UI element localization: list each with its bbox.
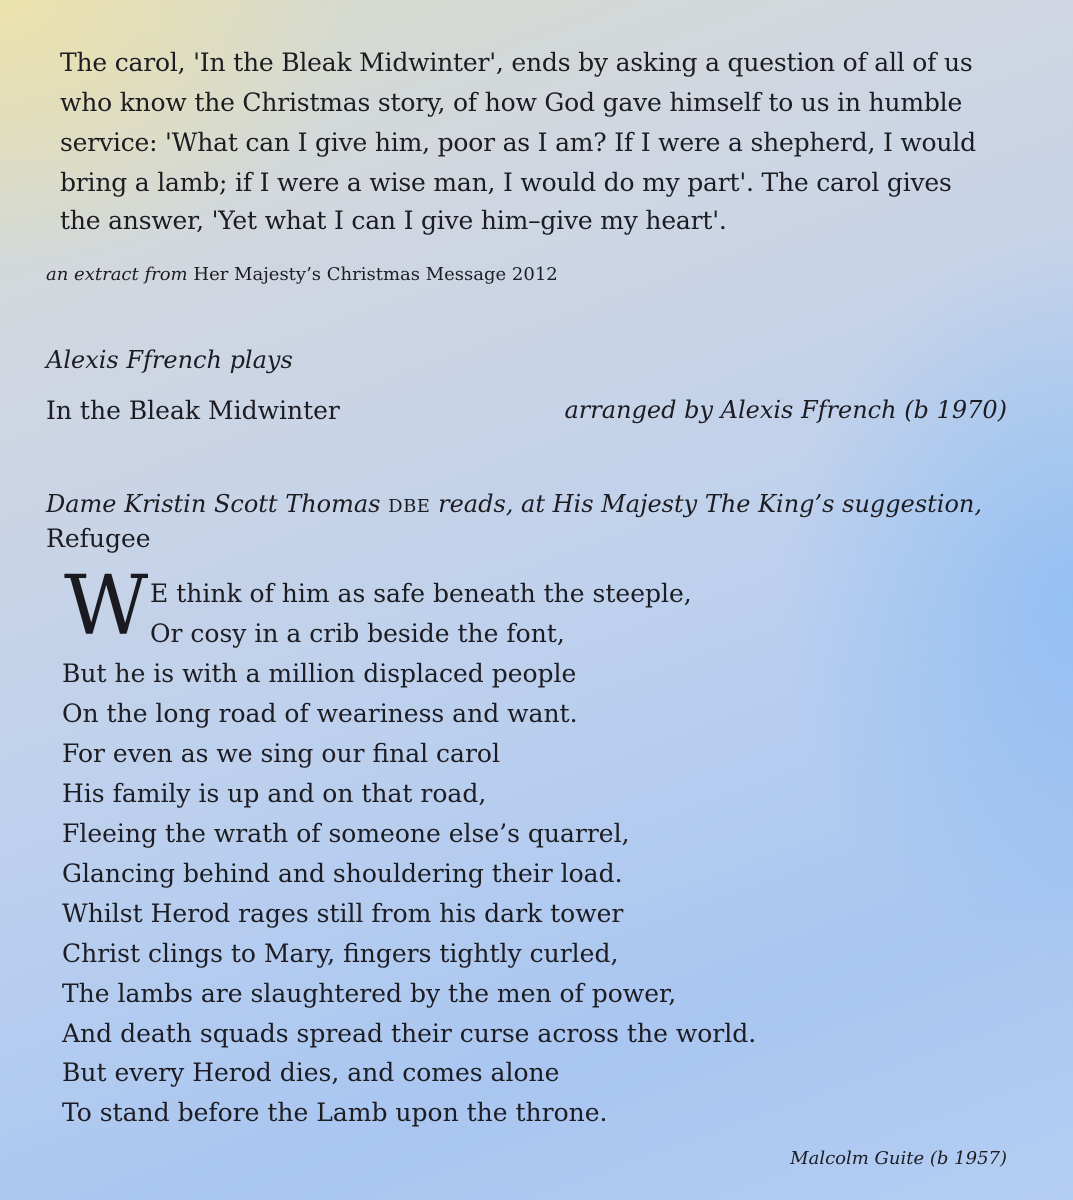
poem-line: But every Herod dies, and comes alone <box>62 1058 560 1087</box>
quote-line: who know the Christmas story, of how God gave himself to us in humble <box>60 88 963 117</box>
quote-source-title: Her Majesty’s Christmas Message 2012 <box>193 264 558 285</box>
quote-line: bring a lamb; if I were a wise man, I would do my part'. The carol gives <box>60 168 952 197</box>
poem-line: E think of him as safe beneath the steeple, <box>150 579 692 608</box>
poem-line: Fleeing the wrath of someone else’s quarrel, <box>62 819 630 848</box>
music-arranger: arranged by Alexis Ffrench (b 1970) <box>564 396 1007 424</box>
music-title: In the Bleak Midwinter <box>46 396 340 425</box>
poem-author: Malcolm Guite (b 1957) <box>790 1148 1007 1169</box>
poem-title: Refugee <box>46 524 151 553</box>
poem-line: But he is with a million displaced people <box>62 659 577 688</box>
poem-line: To stand before the Lamb upon the throne. <box>62 1098 608 1127</box>
poem-line: On the long road of weariness and want. <box>62 699 578 728</box>
music-performer: Alexis Ffrench plays <box>46 346 293 374</box>
reader-name: Dame Kristin Scott Thomas <box>46 490 381 518</box>
poem-line: Whilst Herod rages still from his dark tower <box>62 899 624 928</box>
quote-line: service: 'What can I give him, poor as I am? If I were a shepherd, I would <box>60 128 976 157</box>
quote-source <box>46 264 558 285</box>
poem-line: The lambs are slaughtered by the men of power, <box>62 979 677 1008</box>
poem-line: And death squads spread their curse across the world. <box>62 1019 757 1048</box>
reader-honour: DBE <box>388 496 431 517</box>
poem-line: His family is up and on that road, <box>62 779 487 808</box>
poem-line: Christ clings to Mary, fingers tightly curled, <box>62 939 619 968</box>
poem-line: For even as we sing our final carol <box>62 739 500 768</box>
quote-line: the answer, 'Yet what I can I give him–give my heart'. <box>60 206 727 235</box>
poem-line: Or cosy in a crib beside the font, <box>150 619 565 648</box>
quote-source-prefix: an extract from <box>46 264 188 285</box>
reader-rest: reads, at His Majesty The King’s suggestion, <box>438 490 982 518</box>
reading-reader <box>46 490 982 518</box>
poem-line: Glancing behind and shouldering their load. <box>62 859 623 888</box>
poem-drop-cap: W <box>64 559 149 654</box>
quote-line: The carol, 'In the Bleak Midwinter', ends by asking a question of all of us <box>60 48 973 77</box>
